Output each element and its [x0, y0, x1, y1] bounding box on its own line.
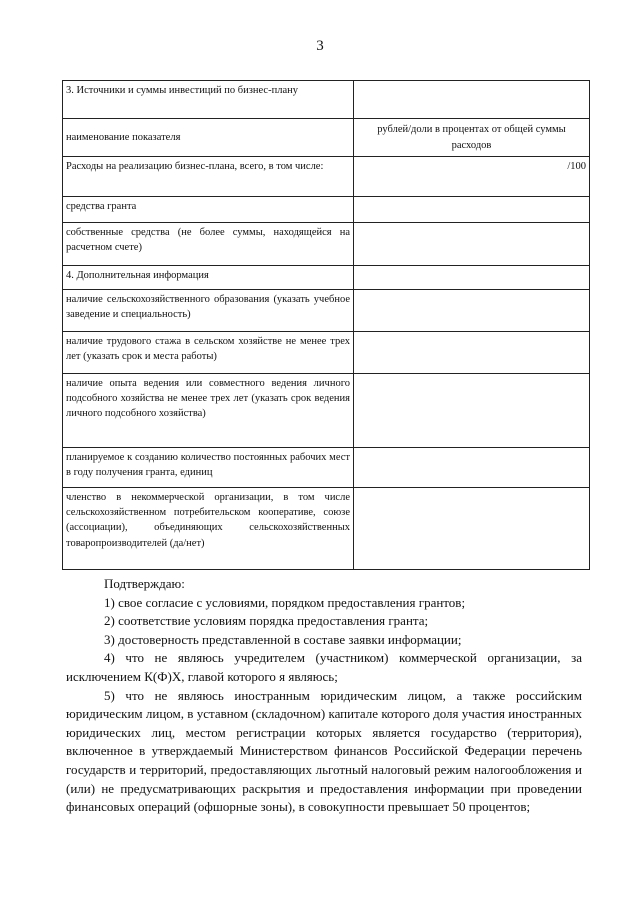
table-row: [63, 157, 590, 197]
confirmation-section: [66, 575, 582, 817]
row-value-grant-funds[interactable]: [354, 197, 590, 223]
header-indicator: наименование показателя: [63, 119, 354, 157]
investment-info-table: [62, 80, 590, 570]
table-row: [63, 290, 590, 332]
confirmation-heading: Подтверждаю:: [104, 576, 185, 591]
section4-title: 4. Дополнительная информация: [63, 266, 354, 290]
table-row: [63, 223, 590, 266]
table-row: [63, 197, 590, 223]
row-value-planned-jobs[interactable]: [354, 448, 590, 488]
confirmation-item: 5) что не являюсь иностранным юридическим лицом, а также российским юридическим лицом, в уставном (складочном) капитале которого доля участия иностранных юридических лиц, местом регистрации которых является государство (территория), включенное в утверждаемый Министерством финансов Российской Федерации перечень государств и территорий, предоставляющих льготный налоговый режим налогообложения и (или) не предусматривающих раскрытия и предоставления информации при проведении финансовых операций (офшорные зоны), в совокупности превышает 50 процентов;: [66, 687, 582, 815]
table-row: [63, 374, 590, 448]
row-label-work-experience: наличие трудового стажа в сельском хозяйстве не менее трех лет (указать срок и места работы): [63, 332, 354, 374]
table-row-section3: [63, 81, 590, 119]
table-header-row: [63, 119, 590, 157]
section4-value-cell[interactable]: [354, 266, 590, 290]
row-label-grant-funds: средства гранта: [63, 197, 354, 223]
row-label-own-funds: собственные средства (не более суммы, находящейся на расчетном счете): [63, 223, 354, 266]
table-row: [63, 332, 590, 374]
header-amount: рублей/доли в процентах от общей суммы расходов: [354, 119, 590, 157]
section3-value-cell[interactable]: [354, 81, 590, 119]
table-row-section4: [63, 266, 590, 290]
confirmation-item: 3) достоверность представленной в составе заявки информации;: [104, 631, 462, 647]
row-label-nonprofit-membership: членство в некоммерческой организации, в том числе сельскохозяйственном потребительском кооперативе, союзе (ассоциации), объединяющих сельскохозяйственных товаропроизводителей (да/нет): [63, 488, 354, 570]
section3-title: 3. Источники и суммы инвестиций по бизнес-плану: [63, 81, 354, 119]
row-value-farming-experience[interactable]: [354, 374, 590, 448]
confirmation-item: 2) соответствие условиям порядка предоставления гранта;: [104, 613, 429, 629]
row-label-farming-experience: наличие опыта ведения или совместного ведения личного подсобного хозяйства не менее трех лет (указать срок ведения личного подсобного хозяйства): [63, 374, 354, 448]
table-row: [63, 448, 590, 488]
row-value-total-expenses[interactable]: /100: [354, 157, 590, 197]
row-value-agri-education[interactable]: [354, 290, 590, 332]
row-label-agri-education: наличие сельскохозяйственного образования (указать учебное заведение и специальность): [63, 290, 354, 332]
confirmation-item: 4) что не являюсь учредителем (участником) коммерческой организации, за исключением К(Ф)Х, главой которого я являюсь;: [66, 650, 582, 684]
row-label-planned-jobs: планируемое к созданию количество постоянных рабочих мест в году получения гранта, единиц: [63, 448, 354, 488]
page-number: 3: [316, 38, 324, 54]
row-label-total-expenses: Расходы на реализацию бизнес-плана, всего, в том числе:: [63, 157, 354, 197]
row-value-own-funds[interactable]: [354, 223, 590, 266]
row-value-work-experience[interactable]: [354, 332, 590, 374]
row-value-nonprofit-membership[interactable]: [354, 488, 590, 570]
confirmation-item: 1) свое согласие с условиями, порядком предоставления грантов;: [104, 594, 466, 610]
table-row: [63, 488, 590, 570]
